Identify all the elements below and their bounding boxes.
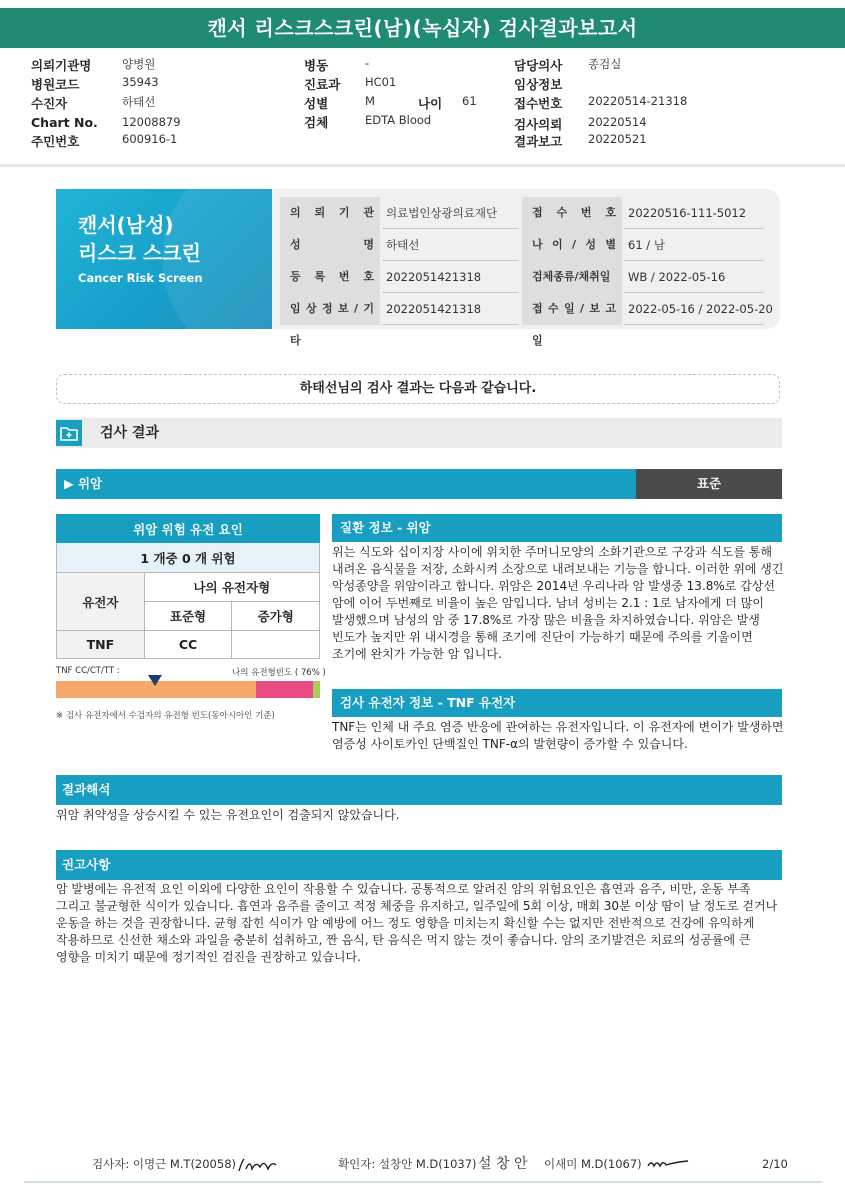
banner-title-line2: 리스크 스크린 bbox=[78, 241, 201, 265]
frequency-percent-label: 나의 유전형빈도 ( 76% ) bbox=[232, 668, 326, 678]
meta-label: 임상정보 bbox=[514, 77, 563, 92]
banner-label: 등 록 번 호 bbox=[280, 261, 380, 293]
banner-label: 검체종류/채취일 bbox=[522, 261, 622, 293]
meta-label: 병원코드 bbox=[31, 77, 80, 92]
recommendation-header: 권고사항 bbox=[56, 850, 782, 880]
examiner-name: 검사자: 이명근 M.T(20058) bbox=[92, 1157, 236, 1171]
text-line: 암 발병에는 유전적 요인 이외에 다양한 요인이 작용할 수 있습니다. 공통적으로 알려진 암의 위험요인은 흡연과 음주, 비만, 운동 부족 bbox=[56, 882, 751, 896]
genotype-frequency-bar bbox=[56, 681, 320, 698]
meta-value: 35943 bbox=[122, 75, 159, 89]
text-line: 작용하므로 신선한 채소와 과일을 충분히 섭취하고, 짠 음식, 탄 음식은 먹지 않는 것이 좋습니다. 암의 조기발견은 치료의 성공률에 큰 bbox=[56, 933, 751, 947]
frequency-segment-tt bbox=[313, 681, 320, 698]
meta-value: 12008879 bbox=[122, 115, 181, 129]
text-line: 조기에 완치가 가능한 암 입니다. bbox=[332, 647, 502, 661]
disease-info-header: 질환 정보 - 위암 bbox=[332, 514, 782, 542]
meta-value: 종검실 bbox=[588, 57, 622, 71]
banner-value: WB / 2022-05-16 bbox=[624, 261, 764, 293]
text-line: 악성종양을 위암이라고 합니다. 위암은 2014년 우리나라 암 발생중 13.8%로 갑상선 bbox=[332, 579, 775, 593]
risk-count: 1 개중 0 개 위험 bbox=[57, 543, 320, 573]
banner-title-line1: 캔서(남성) bbox=[78, 213, 174, 237]
text-line: 빈도가 높지만 위 내시경을 통해 조기에 진단이 가능하기 때문에 주의를 기울이면 bbox=[332, 630, 753, 644]
second-md-signature bbox=[646, 1156, 690, 1172]
medical-folder-icon bbox=[56, 420, 82, 446]
text-line: 발생했으며 남성의 암 중 17.8%로 가장 많은 비율을 차지하였습니다. 위암은 발생 bbox=[332, 613, 760, 627]
banner-subtitle: Cancer Risk Screen bbox=[78, 271, 203, 285]
risk-status-badge: 표준 bbox=[636, 469, 782, 499]
banner-value: 61 / 남 bbox=[624, 229, 764, 261]
banner-value: 2022051421318 bbox=[382, 293, 518, 325]
result-summary: 하태선님의 검사 결과는 다음과 같습니다. bbox=[56, 374, 780, 404]
banner-label: 접 수 일 / 보 고 일 bbox=[522, 293, 622, 325]
banner-value: 2022051421318 bbox=[382, 261, 518, 293]
meta-label: 담당의사 bbox=[514, 58, 563, 73]
meta-label: 진료과 bbox=[304, 77, 341, 92]
meta-label: 접수번호 bbox=[514, 96, 563, 111]
meta-label: 결과보고 bbox=[514, 134, 563, 149]
section-header bbox=[56, 418, 782, 448]
report-title: 캔서 리스크스크린(남)(녹십자) 검사결과보고서 bbox=[0, 8, 845, 48]
banner-label: 접 수 번 호 bbox=[522, 197, 622, 229]
meta-value: M bbox=[365, 94, 375, 108]
text-line: 염증성 사이토카인 단백질인 TNF-α의 발현량이 증가할 수 있습니다. bbox=[332, 737, 688, 751]
meta-label: 병동 bbox=[304, 58, 329, 73]
gene-info-header: 검사 유전자 정보 - TNF 유전자 bbox=[332, 689, 782, 717]
section-title: 검사 결과 bbox=[100, 425, 159, 441]
cancer-category-bar bbox=[56, 469, 782, 499]
meta-label: 의뢰기관명 bbox=[31, 58, 92, 73]
meta-divider bbox=[0, 164, 845, 167]
frequency-genotype-label: TNF CC/CT/TT : bbox=[56, 666, 120, 676]
meta-label: 수진자 bbox=[31, 96, 68, 111]
frequency-note: ※ 검사 유전자에서 수검자의 유전형 빈도(동아시아인 기준) bbox=[56, 711, 275, 721]
text-line: TNF는 인체 내 주요 염증 반응에 관여하는 유전자입니다. 이 유전자에 변이가 발생하면 bbox=[332, 720, 784, 734]
page-number: 2/10 bbox=[762, 1157, 788, 1171]
meta-value: 20220521 bbox=[588, 132, 647, 146]
banner-value: 의료법인상광의료재단 bbox=[382, 197, 518, 229]
banner-label: 임 상 정 보 / 기 타 bbox=[280, 293, 380, 325]
meta-value: 양병원 bbox=[122, 57, 156, 71]
meta-label: 검사의뢰 bbox=[514, 117, 563, 132]
gene-table-title: 위암 위험 유전 요인 bbox=[57, 515, 320, 543]
text-line: 영향을 미치기 때문에 정기적인 검진을 권장하고 있습니다. bbox=[56, 950, 361, 964]
banner-value: 하태선 bbox=[382, 229, 518, 261]
gene-info-text bbox=[332, 719, 784, 753]
gene-risk-table bbox=[56, 514, 320, 659]
meta-label: 나이 bbox=[418, 96, 443, 111]
meta-value: - bbox=[365, 56, 370, 70]
meta-value: HC01 bbox=[365, 75, 397, 89]
meta-value: 61 bbox=[462, 94, 477, 108]
text-line: 위는 식도와 십이지장 사이에 위치한 주머니모양의 소화기관으로 구강과 식도를 통해 bbox=[332, 545, 773, 559]
report-footer bbox=[0, 1153, 845, 1175]
increased-genotype bbox=[232, 631, 320, 659]
examiner-signature bbox=[236, 1155, 286, 1175]
interpretation-header: 결과해석 bbox=[56, 775, 782, 805]
meta-value: EDTA Blood bbox=[365, 113, 432, 127]
banner-label: 의 뢰 기 관 bbox=[280, 197, 380, 229]
normal-genotype: CC bbox=[144, 631, 232, 659]
text-line: 그리고 불균형한 식이가 있습니다. 흡연과 음주를 줄이고 적정 체중을 유지하고, 일주일에 5회 이상, 매회 30분 이상 땀이 날 정도로 걷거나 bbox=[56, 899, 778, 913]
meta-label: Chart No. bbox=[31, 115, 98, 130]
banner-value: 2022-05-16 / 2022-05-20 bbox=[624, 293, 764, 325]
meta-label: 검체 bbox=[304, 115, 329, 130]
confirmer-signature: 설 창 안 bbox=[478, 1156, 528, 1172]
text-line: 암에 이어 두번째로 비율이 높은 암입니다. 남녀 성비는 2.1 : 1로 남자에게 더 많이 bbox=[332, 596, 764, 610]
recommendation-text bbox=[56, 881, 782, 966]
disease-info-text bbox=[332, 544, 784, 663]
meta-value: 20220514-21318 bbox=[588, 94, 688, 108]
text-line: 위암 취약성을 상승시킬 수 있는 유전요인이 검출되지 않았습니다. bbox=[56, 808, 400, 822]
frequency-segment-ct bbox=[256, 681, 313, 698]
banner-label: 성 명 bbox=[280, 229, 380, 261]
increased-type-header: 증가형 bbox=[232, 602, 320, 631]
normal-type-header: 표준형 bbox=[144, 602, 232, 631]
interpretation-text bbox=[56, 807, 782, 824]
banner-value: 20220516-111-5012 bbox=[624, 197, 764, 229]
my-genotype-marker bbox=[148, 675, 162, 686]
page-bottom-line bbox=[24, 1181, 822, 1183]
test-banner bbox=[56, 189, 780, 347]
text-line: 내려온 음식물을 저장, 소화시켜 소장으로 내려보내는 기능을 합니다. 이러한 위에 생긴 bbox=[332, 562, 784, 576]
banner-title-panel bbox=[56, 189, 272, 329]
banner-label: 나 이 / 성 별 bbox=[522, 229, 622, 261]
second-md-name: 이새미 M.D(1067) bbox=[544, 1157, 642, 1171]
meta-value: 20220514 bbox=[588, 115, 647, 129]
meta-label: 성별 bbox=[304, 96, 329, 111]
cancer-category-name: ▶ 위암 bbox=[56, 469, 636, 499]
text-line: 운동을 하는 것을 권장합니다. 균형 잡힌 식이가 암 예방에 어느 정도 영향을 미치는지 확신할 수는 없지만 전반적으로 건강에 유익하게 bbox=[56, 916, 755, 930]
confirmer-name: 확인자: 설창안 M.D(1037) bbox=[338, 1157, 477, 1171]
meta-value: 600916-1 bbox=[122, 132, 178, 146]
meta-label: 주민번호 bbox=[31, 134, 80, 149]
genotype-column-header: 나의 유전자형 bbox=[144, 573, 319, 602]
gene-name: TNF bbox=[57, 631, 145, 659]
gene-column-header: 유전자 bbox=[57, 573, 145, 631]
meta-value: 하태선 bbox=[122, 95, 156, 109]
